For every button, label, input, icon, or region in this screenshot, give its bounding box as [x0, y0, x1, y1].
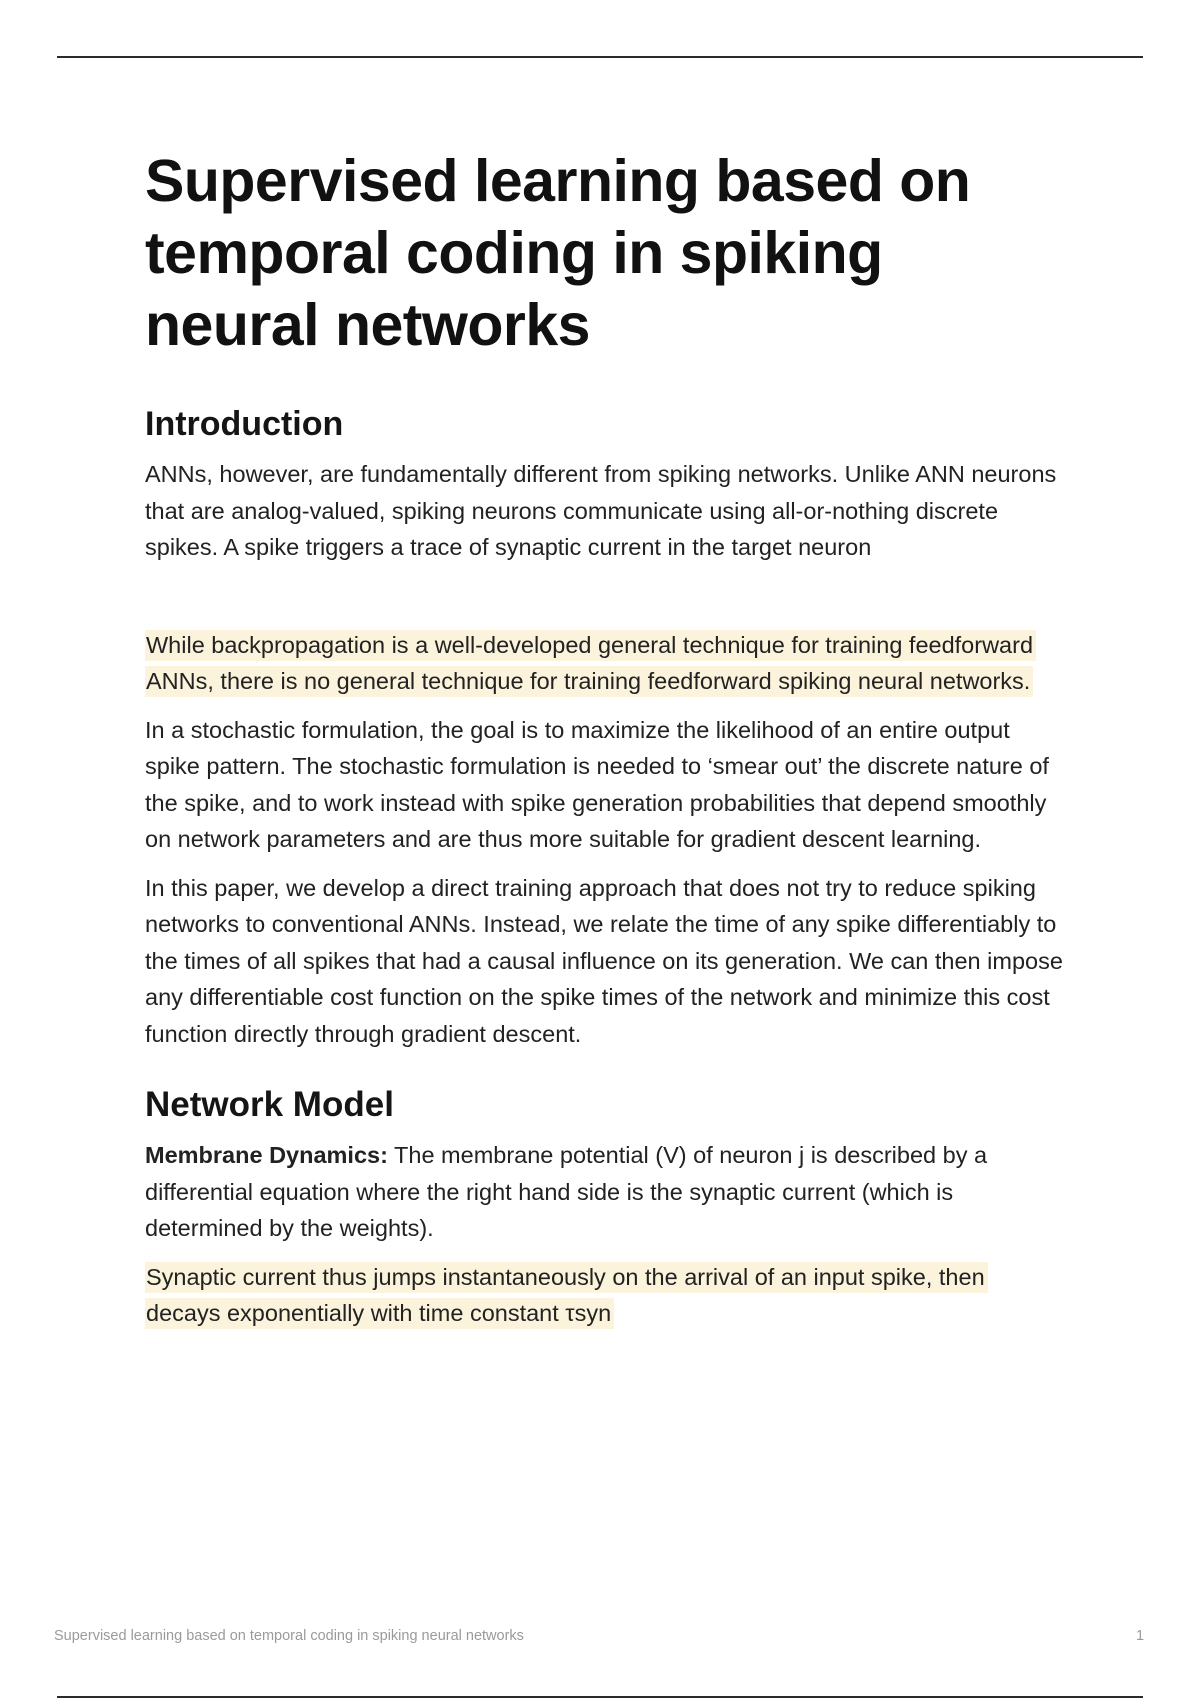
- highlighted-text: Synaptic current thus jumps instantaneously on the arrival of an input spike, then decays exponentially with time constant τsyn: [145, 1262, 988, 1330]
- membrane-dynamics-text: The membrane potential (V) of neuron j is described by a differential equation where the right hand side is the synaptic current (which is determined by the weights).: [145, 1142, 988, 1241]
- intro-paragraph-2-highlighted: [145, 627, 1065, 700]
- footer-document-title: Supervised learning based on temporal coding in spiking neural networks: [54, 1628, 524, 1644]
- top-rule: [57, 56, 1143, 58]
- document-title: Supervised learning based on temporal coding in spiking neural networks: [145, 148, 971, 358]
- synaptic-current-paragraph-highlighted: [145, 1259, 1065, 1332]
- membrane-dynamics-label: Membrane Dynamics:: [145, 1142, 388, 1168]
- highlighted-text: While backpropagation is a well-developed general technique for training feedforward ANNs, there is no general technique for training feedforward spiking neural networks.: [145, 630, 1036, 698]
- section-heading-introduction: Introduction: [145, 405, 344, 443]
- intro-paragraph-4: In this paper, we develop a direct training approach that does not try to reduce spiking networks to conventional ANNs. Instead, we relate the time of any spike differentiably to the times of all spikes that had a causal influence on its generation. We can then impose any differentiable cost function on the spike times of the network and minimize this cost function directly through gradient descent.: [145, 874, 1063, 1047]
- section-heading-network-model: Network Model: [145, 1085, 394, 1124]
- footer-page-number: 1: [1136, 1628, 1145, 1644]
- document-body: [145, 145, 1065, 1332]
- intro-paragraph-3: In a stochastic formulation, the goal is to maximize the likelihood of an entire output spike pattern. The stochastic formulation is needed to ‘smear out’ the discrete nature of the spike, and to work instead with spike generation probabilities that depend smoothly on network parameters and are thus more suitable for gradient descent learning.: [145, 716, 1049, 852]
- intro-paragraph-1: ANNs, however, are fundamentally different from spiking networks. Unlike ANN neurons that are analog-valued, spiking neurons communicate using all-or-nothing discrete spikes. A spike triggers a trace of synaptic current in the target neuron: [145, 461, 1057, 560]
- membrane-dynamics-paragraph: [145, 1137, 1065, 1247]
- bottom-rule: [57, 1696, 1143, 1698]
